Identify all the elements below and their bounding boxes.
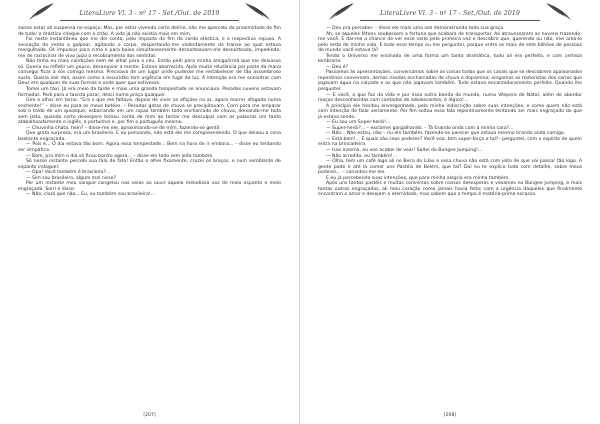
quill-pen-icon: [243, 1, 273, 23]
paragraph: — E você, o que faz da vida e por essa outra banda do mundo, numa Véspera de Natal, além de abordar moças desconhecidas com cantadas de adolescentes, é lógico!...: [318, 92, 582, 104]
paragraph: — Super-herói?... – exclamei gargalhando. – Tá tirando onda com a minha cara?...: [326, 125, 514, 131]
paragraph: — Está bem!... E quais são seus poderes? Você voa, tem super-força e tal?– perguntei, com o espírito de quem entra na brincadeira.: [318, 136, 582, 148]
paragraph: Por um instante meu sangue congelou nas veias ao ouvir aquela melodiosa voz de meio espanto e meio engraçada. Sorri e disse:: [18, 181, 281, 192]
paragraph: — Não, claro que não... Eu, eu também sou brasileira!...: [26, 192, 155, 198]
page-number: [208]: [443, 413, 457, 418]
page-header: [18, 0, 281, 26]
page-body-text: [318, 26, 582, 198]
paragraph: A princípio ele hesitou envergonhado, pela minha indiscrição sobre suas intenções, e como quem não está com intenção de falar seriamente. Por fim soltou essa fala repentinamente tentando ser mais engraçado do que já estava sendo.: [318, 103, 582, 120]
paragraph: Foi neste instantâneo que me dei conta, pelo impacto do fim da corda elástica, e o respectivo repuxo. A sensação do vento a golpear, agitando o corpo, despertando-me violentamente do transe ao qual estava mergulhada. Os impulsos para cima e para baixo simultaneamente desnorteavam-me desnorteada, impedindo-me de raciocinar de vivo juízo o recobramento dos sentidos.: [18, 37, 281, 59]
paragraph: — Isso mesmo, eu voo acabei de voar! Saltei do Bungee Jumping!...: [326, 148, 483, 154]
paragraph: — Pois é... O dia estava tão bom. Agora essa tempestade... Bem na hora de ir embora... – disse eu tentando ser simpática.: [18, 142, 281, 154]
paragraph: — Olha, tem um café logo ali no Beco do Lilau e essa chuva não está com jeito de que vai passar tão logo. A gente pode ir até lá comer uns Pastéis de Belém, que tal? Daí eu te explico tudo com detalhe, sobre meus poderes... – convidou-me ele.: [318, 159, 582, 176]
page-number: [207]: [143, 413, 156, 418]
paragraph: — Chuvinha chata, hein? – disse-me ele, aproximando-se de mim, fazendo-se gentil.: [26, 125, 221, 131]
paragraph: Tomei um táxi. Já era meio da tarde e mais uma grande tempestade se anunciava. Pesadas nuvens estavam formadas. Pedi para o taxista parar, desci numa praça qualquer.: [18, 87, 281, 98]
quill-pen-icon: [326, 1, 356, 23]
paragraph: — Não acredito, eu também!...: [326, 153, 397, 159]
journal-header-text: LiteraLivre Vl. 3 - nº 17 - Set./Out. de 2019: [79, 9, 220, 17]
paragraph: Após uns tantos pastéis e muitas conversas sobre nossos desesperos e vexames no Bungee Jumping, e mais tantas outras engraçadas, ali meu coração como jamais havia feito; com a urgência daqueles que finalmente encontram o amor e desejam a eternidade, mas sabem que o tempo é matéria-prima escassa.: [318, 181, 582, 198]
paragraph: — Sim sou brasileiro, algum mal nisso?: [26, 175, 117, 181]
page-header: [318, 0, 582, 26]
paragraph: Ah, se aqueles fótons soubessem a fortuna que acabara de transportar. Ao atravessarem as nuvens trazendo-me você. E dar-me a chance de ver esse rosto pela primeira vez e descobrir que, querendo ou não, iriei amá-lo pelo resto de minha vida. E todo esse tempo eu me perguntei, porque entre os mais de sete bilhões de pessoas do mundo você estava lá?: [318, 31, 582, 54]
quill-pen-icon: [26, 1, 56, 23]
paragraph: — Não... Não estou, não – riu ele também, fazendo-se parecer que estava mesmo tirando onda comigo.: [326, 131, 566, 137]
paragraph: Passamos às apresentações, conversamos sobre as coisas todas que os casais que se descobrem apaixonados repentinos conversam, demos risadas encharcadas de chuva e dopamina; xingamos os motoristas dos carros que jogavam água na calçada e os que não jogavam também. Tudo estava encantadoramente perfeito. Quando lhe perguntei:: [318, 70, 582, 93]
right-page: [300, 0, 600, 424]
paragraph: saísse estar ali suspensa no espaço. Mas, por estar vivendo certo delírio, não me apercebi da proximidade do fim de tudo: o drástico choque com o chão. A vida já não existia mais em mim.: [18, 26, 281, 37]
page-body-text: [18, 26, 281, 198]
quill-pen-icon: [544, 1, 574, 23]
paragraph: — Deu é?: [326, 64, 349, 70]
paragraph: E eu já percebendo suas intenções, que para minha alegria era minha também.: [326, 175, 510, 181]
journal-header-text: LiteraLivre Vl. 3 - nº 17 - Set./Out. de 2019: [380, 9, 520, 17]
paragraph: Que grata surpresa, era um brasileiro. E eu pensando, não está ele me compreendendo. O que deixou a cena bastante engraçada.: [18, 131, 281, 142]
paragraph: Só nesse instante percebi sua fala de fato! Então o olhei fixamente, cruzei os braços, e num semblante de espanto indaguei:: [18, 159, 281, 170]
header-rule: [360, 20, 540, 21]
paragraph: — Eu sou um Super-herói!...: [326, 120, 391, 126]
paragraph: — Bom, pra mim o dia só ficou bonito agora... – disse ele todo sem jeito também.: [26, 153, 214, 159]
paragraph: Tendo o Universo me ensinado de uma forma um tanto dramática, tudo ali era perfeito, e com certeza lembraria.: [318, 53, 582, 65]
paragraph: — Deu pra perceber. – disse ele mais uma vez demonstrando toda sua graça.: [326, 26, 505, 31]
paragraph: Não tinha eu mais condições nem de olhar para o céu. Então pedi para minha amiga/irmã que me deixasse só. Queria eu refletir um pouco, desanuviar a mente. Estava aborrecida. Após muita relutância por parte da mana consegui ficar a sós comigo mesma. Precisava de um lugar onde pudesse me restabelecer de tão assombroso susto. Queria sair dali, assim como a escuridão tem urgência em fugir da luz. A intenção era me encontrar com Deus em qualquer de suas formas e onde quer que estivesse.: [18, 59, 281, 87]
paragraph: — Opa! Você também é brasileiro?...: [26, 170, 111, 176]
paragraph: Gire o olhar em torno. “Era o que me faltava, depois de viver as aflições no ar, agora morrer afogada numa enchente!” – disse eu para os meus botões. – Pesadas gotas de chuva se precipitavam. Corri para me amparar sob o toldo de um quiosque; esbarrando em um rapaz também todo encharcado de chuva, deixando-me toda sem jeito, quando certo desespero tomou conta de mim ao tentar me desculpar com as palavras um tanto atabalhoadamente o inglês, o portunhol e, por fim o português mesmo.: [18, 98, 281, 126]
header-rule: [60, 20, 239, 21]
